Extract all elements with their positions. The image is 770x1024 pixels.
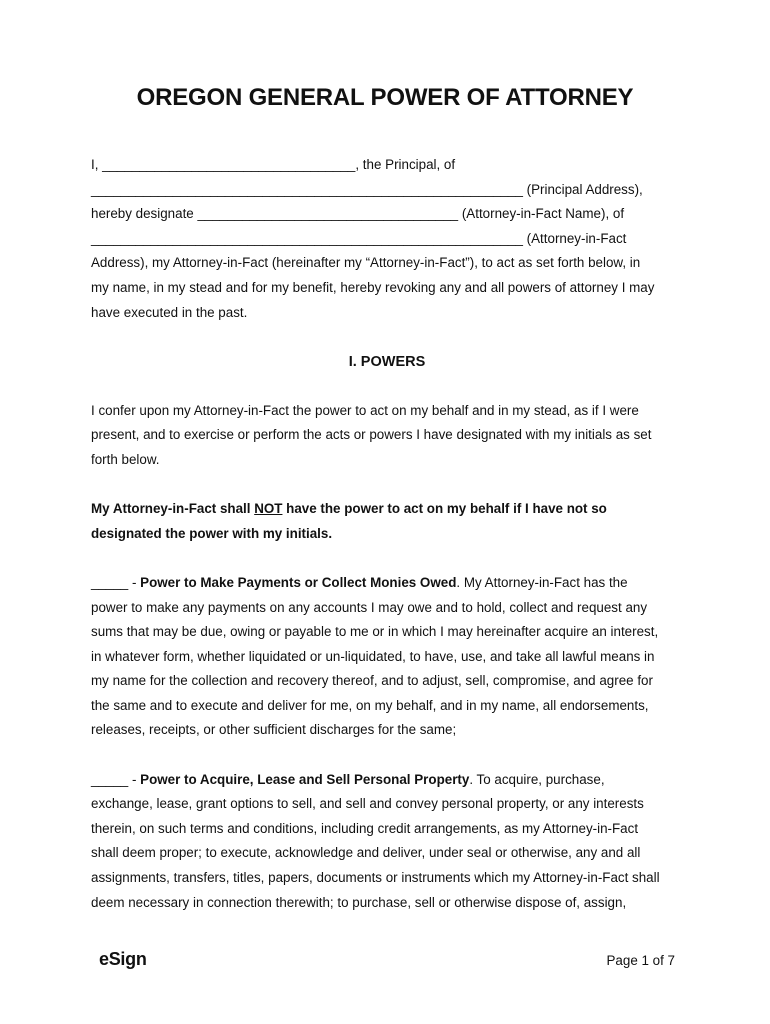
- power-title: Power to Acquire, Lease and Sell Personal Property: [140, 771, 470, 787]
- notice-text: My Attorney-in-Fact shall: [91, 501, 255, 517]
- notice-not-emphasis: NOT: [254, 501, 283, 517]
- power-text: releases, receipts, or other sufficient discharges for the same;: [91, 722, 457, 738]
- notice-text: have the power to act on my behalf if I have not so: [282, 501, 607, 517]
- document-title: OREGON GENERAL POWER OF ATTORNEY: [136, 84, 634, 111]
- power-text: exchange, lease, grant options to sell, and sell and convey personal property, or any interests: [91, 796, 644, 812]
- intro-line: have executed in the past.: [91, 304, 248, 320]
- confer-line: forth below.: [91, 451, 160, 467]
- confer-line: present, and to exercise or perform the acts or powers I have designated with my initials as set: [91, 427, 652, 443]
- power-clause-payments: [91, 571, 683, 743]
- intro-line: hereby designate ___________________________________ (Attorney-in-Fact Name), of: [91, 206, 625, 222]
- power-text: the same and to execute and deliver for me, on my behalf, and in my name, all endorsements,: [91, 697, 649, 713]
- power-text: . To acquire, purchase,: [469, 771, 605, 787]
- confer-paragraph: [91, 399, 683, 473]
- power-text: in whatever form, whether liquidated or un-liquidated, to have, use, and take all lawful means in: [91, 648, 655, 664]
- power-text: deem necessary in connection therewith; to purchase, sell or otherwise dispose of, assign,: [91, 894, 627, 910]
- document-body: [91, 153, 683, 915]
- notice-text: designated the power with my initials.: [91, 525, 333, 541]
- initials-blank[interactable]: _____ -: [91, 574, 141, 590]
- initials-notice: [91, 497, 683, 546]
- intro-line: I, __________________________________, the Principal, of: [91, 157, 456, 172]
- power-title: Power to Make Payments or Collect Monies Owed: [140, 574, 457, 590]
- intro-line: __________________________________________________________ (Attorney-in-Fact: [91, 230, 627, 246]
- power-clause-personal-property: [91, 768, 683, 916]
- intro-line: my name, in my stead and for my benefit, hereby revoking any and all powers of attorney I may: [91, 279, 655, 295]
- power-text: sums that may be due, owing or payable to me or in which I may hereinafter acquire an interest,: [91, 624, 659, 640]
- power-text: power to make any payments on any accounts I may owe and to hold, collect and request any: [91, 599, 648, 615]
- power-text: therein, on such terms and conditions, including credit arrangements, as my Attorney-in-Fact: [91, 820, 639, 836]
- confer-line: I confer upon my Attorney-in-Fact the power to act on my behalf and in my stead, as if I were: [91, 402, 639, 418]
- power-text: . My Attorney-in-Fact has the: [456, 574, 628, 590]
- intro-paragraph: [91, 153, 683, 325]
- intro-line: __________________________________________________________ (Principal Address),: [91, 181, 643, 197]
- intro-line: Address), my Attorney-in-Fact (hereinafter my “Attorney-in-Fact”), to act as set forth below, in: [91, 255, 641, 271]
- esign-logo: eSign: [99, 949, 147, 969]
- initials-blank[interactable]: _____ -: [91, 771, 141, 787]
- power-text: my name for the collection and recovery thereof, and to adjust, sell, compromise, and agree for: [91, 673, 653, 689]
- power-text: assignments, transfers, titles, papers, documents or instruments which my Attorney-in-Fact shall: [91, 870, 660, 886]
- page-number: Page 1 of 7: [606, 953, 675, 968]
- section-heading: I. POWERS: [348, 354, 426, 371]
- power-text: shall deem proper; to execute, acknowledge and deliver, under seal or otherwise, any and all: [91, 845, 641, 861]
